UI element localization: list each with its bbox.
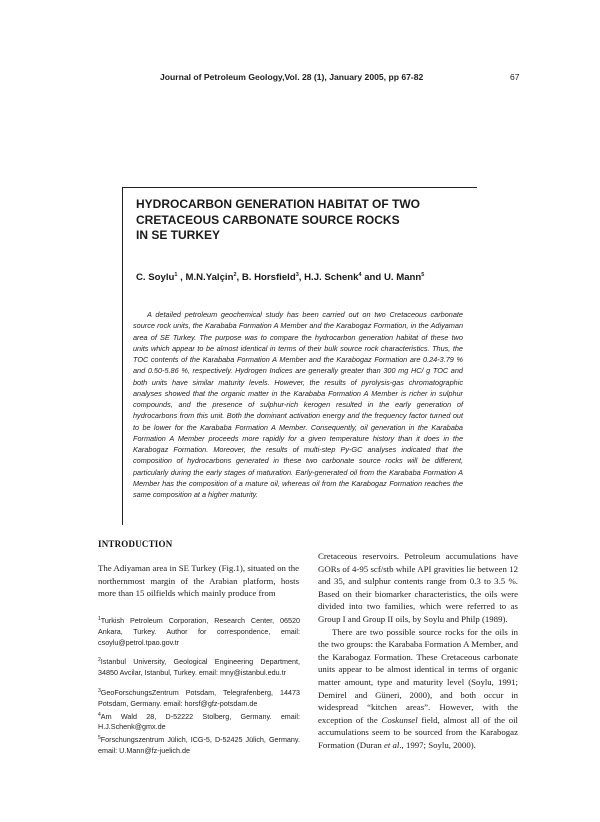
affiliation-mark: 4 xyxy=(358,272,362,278)
title-line: CRETACEOUS CARBONATE SOURCE ROCKS xyxy=(136,212,400,227)
title-box-left-rule xyxy=(122,187,123,525)
intro-column-1: The Adiyaman area in SE Turkey (Fig.1), situated on the northernmost margin of the Arabian platform, hosts more than 15 oilfields which mainly produce from xyxy=(98,563,299,599)
footnote-text: GeoForschungsZentrum Potsdam, Telegrafenberg, 14473 Potsdam, Germany. email: horsf@gfz-potsdam.de xyxy=(98,687,300,708)
footnote-text: Forschungszentrum Jülich, ICG-5, D-52425 Jülich, Germany. email: U.Mann@fz-juelich.de xyxy=(98,735,300,755)
affiliation-mark: 3 xyxy=(295,272,299,278)
article-title xyxy=(136,197,466,244)
footnote-number: 5 xyxy=(98,735,101,742)
citation-et-al: et al xyxy=(383,739,400,750)
author-separator: , xyxy=(298,272,305,283)
footnote xyxy=(98,614,300,648)
footnote xyxy=(98,733,300,757)
paragraph xyxy=(318,626,518,752)
footnote xyxy=(98,710,300,734)
paragraph-text: ., 1997; Soylu, 2000). xyxy=(399,739,476,750)
section-heading-introduction: INTRODUCTION xyxy=(98,539,173,549)
author-list xyxy=(136,272,424,283)
intro-column-2 xyxy=(318,550,518,752)
paragraph: Cretaceous reservoirs. Petroleum accumulations have GORs of 4-95 scf/stb while API gravities lie between 12 and 35, and sulphur contents range from 0.3 to 3.5 %. Based on their biomarker characteristics, the oils were divided into two families, which were referred to as Group I and Group II oils, by Soylu and Philp (1989). xyxy=(318,551,518,624)
abstract: A detailed petroleum geochemical study has been carried out on two Cretaceous carbonate source rock units, the Karababa Formation A Member and the Karabogaz Formation, in the Adiyaman area of SE Turkey. The purpose was to compare the hydrocarbon generation habitat of these two units which appear to be almost identical in terms of their bulk source rock characteristics. Thus, the TOC contents of the Karababa Formation A Member and the Karabogaz Formation are 0.24-3.79 % and 0.50-5.86 %, respectively. Hydrogen Indices are generally greater than 300 mg HC/ g TOC and both units have similar maturity levels. However, the results of pyrolysis-gas chromatographic analyses showed that the organic matter in the Karababa Formation A Member is richer in sulphur compounds, and the presence of sulphur-rich kerogen resulted in the early generation of hydrocarbons from this unit. Both the dominant activation energy and the frequency factor turned out to be lower for the Karababa Formation A Member. Consequently, oil generation in the Karababa Formation A Member proceeds more rapidly for a given temperature history than it does in the Karabogaz Formation. Moreover, the results of multi-step Py-GC analyses indicated that the composition of hydrocarbons generated in these two carbonate source rocks will be different, particularly during the early stages of maturation. Early-generated oil from the Karababa Formation A Member has the composition of a mature oil, whereas oil from the Karabogaz Formation reaches the same composition at a higher maturity. xyxy=(133,310,463,499)
footnotes xyxy=(98,614,300,757)
author-separator: , xyxy=(236,272,242,283)
author-name: M.N.Yalçin xyxy=(185,272,234,283)
paragraph-text: There are two possible source rocks for the oils in the two groups: the Karababa Formation A Member, and the Karabogaz Formation. These Cretaceous carbonate units appear to be almost identical in terms of organic matter amount, type and maturity level (Soylu, 1991; Demirel and Güneri, 2000), and both occur in widespread “kitchen areas”. However, with the exception of the xyxy=(318,626,518,725)
title-line: HYDROCARBON GENERATION HABITAT OF TWO xyxy=(136,197,420,211)
author-name: B. Horsfield xyxy=(241,272,296,283)
footnote-number: 4 xyxy=(98,711,101,718)
affiliation-mark: 5 xyxy=(421,272,425,278)
footnote-text: Am Wald 28, D-52222 Stolberg, Germany. email: H.J.Schenk@gmx.de xyxy=(98,711,300,732)
footnote xyxy=(98,686,300,710)
author-name: C. Soylu xyxy=(136,272,175,283)
title-box-top-rule xyxy=(122,187,477,188)
field-name-emphasis: Coskunsel xyxy=(381,714,418,725)
footnote-number: 2 xyxy=(98,657,101,664)
title-line: IN SE TURKEY xyxy=(136,228,221,242)
journal-header: Journal of Petroleum Geology,Vol. 28 (1), January 2005, pp 67-82 xyxy=(160,72,424,82)
affiliation-mark: 1 xyxy=(174,272,178,278)
affiliation-mark: 2 xyxy=(233,272,237,278)
author-name: H.J. Schenk xyxy=(304,272,359,283)
paragraph-text: field, almost all of the oil accumulations seem to be sourced from the Karabogaz Formation (Duran xyxy=(318,714,518,750)
footnote-text: Turkish Petroleum Corporation, Research Center, 06520 Ankara, Turkey. Author for correspondence, email: csoylu@petrol.tpao.gov.tr xyxy=(98,616,300,647)
page-number: 67 xyxy=(510,72,520,82)
footnote-number: 1 xyxy=(98,616,101,622)
author-separator: and xyxy=(361,272,384,283)
author-separator: , xyxy=(177,272,186,283)
footnote xyxy=(98,655,300,679)
footnote-number: 3 xyxy=(98,687,101,694)
footnote-text: Istanbul University, Geological Engineering Department, 34850 Avcilar, Istanbul, Turkey. email: mny@istanbul.edu.tr xyxy=(98,657,300,678)
author-name: U. Mann xyxy=(383,272,422,283)
